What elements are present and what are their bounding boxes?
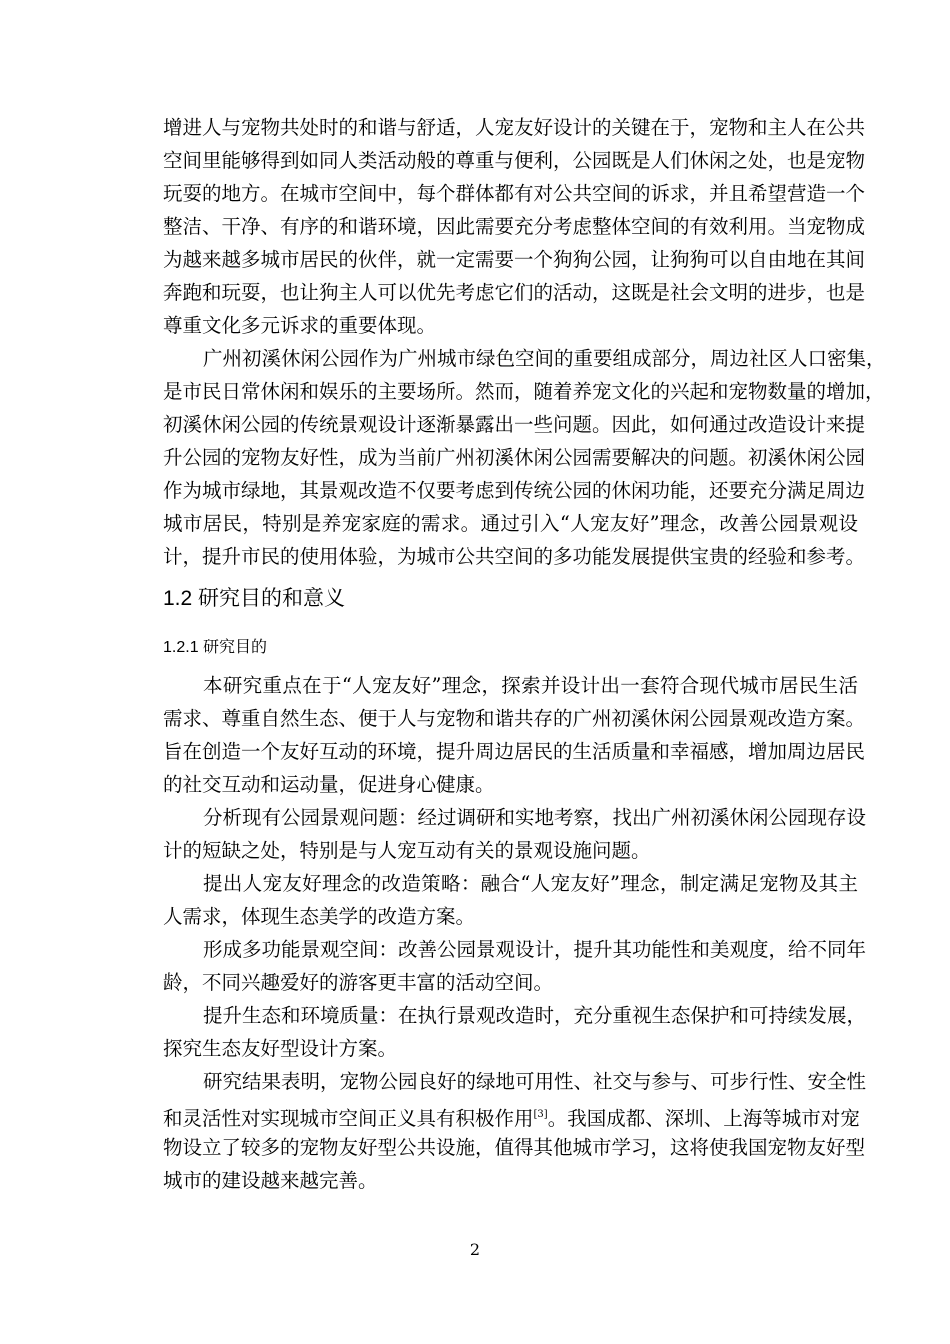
line-text: 研究结果表明，宠物公园良好的绿地可用性、社交与参与、可步行性、安全性 <box>203 1070 867 1093</box>
line-text: 作为城市绿地，其景观改造不仅要考虑到传统公园的休闲功能，还要充分满足周边 <box>163 479 866 502</box>
text-line <box>163 834 858 867</box>
paragraph <box>163 1065 867 1197</box>
text-line <box>163 507 858 540</box>
text-line <box>163 867 858 900</box>
text-line <box>163 243 866 276</box>
line-text: 是市民日常休闲和娱乐的主要场所。然而，随着养宠文化的兴起和宠物数量的增加， <box>163 380 885 403</box>
text-line <box>163 801 867 834</box>
page-number: 2 <box>469 1240 481 1259</box>
text-line <box>163 144 866 177</box>
line-text: 广州初溪休闲公园作为广州城市绿色空间的重要组成部分，周边社区人口密集， <box>203 347 886 370</box>
line-text: 奔跑和玩耍，也让狗主人可以优先考虑它们的活动，这既是社会文明的进步，也是 <box>163 281 866 304</box>
text-line <box>163 177 866 210</box>
line-text: 升公园的宠物友好性，成为当前广州初溪休闲公园需要解决的问题。初溪休闲公园 <box>163 446 866 469</box>
paragraph <box>163 111 866 342</box>
line-text: 旨在创造一个友好互动的环境，提升周边居民的生活质量和幸福感，增加周边居民 <box>163 740 866 763</box>
line-text: 提出人宠友好理念的改造策略：融合“人宠友好”理念，制定满足宠物及其主 <box>203 872 858 895</box>
paragraph <box>163 867 858 933</box>
intro-section <box>163 111 886 573</box>
text-line <box>163 669 858 702</box>
text-line <box>163 999 867 1032</box>
text-line <box>163 111 866 144</box>
text-line <box>163 966 858 999</box>
line-text: 需求、尊重自然生态、便于人与宠物和谐共存的广州初溪休闲公园景观改造方案。 <box>163 707 866 730</box>
text-line <box>163 1032 858 1065</box>
line-text: 玩耍的地方。在城市空间中，每个群体都有对公共空间的诉求，并且希望营造一个 <box>163 182 866 205</box>
paragraph <box>163 999 867 1065</box>
citation-reference[interactable]: [3] <box>533 1109 548 1120</box>
line-text: 城市居民，特别是养宠家庭的需求。通过引入“人宠友好”理念，改善公园景观设 <box>163 512 858 535</box>
text-line <box>163 900 858 933</box>
line-text: 提升生态和环境质量：在执行景观改造时，充分重视生态保护和可持续发展， <box>203 1004 867 1027</box>
line-text: 人需求，体现生态美学的改造方案。 <box>163 905 476 928</box>
line-text: 增进人与宠物共处时的和谐与舒适，人宠友好设计的关键在于，宠物和主人在公共 <box>163 116 866 139</box>
text-line <box>163 342 886 375</box>
purpose-section <box>163 669 867 1197</box>
text-line <box>163 735 866 768</box>
line-text: 尊重文化多元诉求的重要体现。 <box>163 314 437 337</box>
line-text: 初溪休闲公园的传统景观设计逐渐暴露出一些问题。因此，如何通过改造设计来提 <box>163 413 866 436</box>
line-text: 为越来越多城市居民的伙伴，就一定需要一个狗狗公园，让狗狗可以自由地在其间 <box>163 248 866 271</box>
text-line <box>163 441 866 474</box>
text-line <box>163 702 866 735</box>
text-line <box>163 1131 866 1164</box>
line-text: 和灵活性对实现城市空间正义具有积极作用 <box>163 1107 534 1130</box>
text-line <box>163 210 866 243</box>
line-text: 的社交互动和运动量，促进身心健康。 <box>163 773 495 796</box>
text-line <box>163 540 866 573</box>
text-line <box>163 1098 858 1131</box>
text-line <box>163 768 858 801</box>
paragraph <box>163 933 867 999</box>
paragraph <box>163 801 867 867</box>
text-line <box>163 276 866 309</box>
line-text: 探究生态友好型设计方案。 <box>163 1037 398 1060</box>
text-line <box>163 474 866 507</box>
line-text: 形成多功能景观空间：改善公园景观设计，提升其功能性和美观度，给不同年 <box>203 938 867 961</box>
line-text: 计，提升市民的使用体验，为城市公共空间的多功能发展提供宝贵的经验和参考。 <box>163 545 866 568</box>
text-line <box>163 1065 867 1098</box>
text-line <box>163 1164 858 1197</box>
line-text: 空间里能够得到如同人类活动般的尊重与便利，公园既是人们休闲之处，也是宠物 <box>163 149 866 172</box>
line-text: 物设立了较多的宠物友好型公共设施，值得其他城市学习，这将使我国宠物友好型 <box>163 1136 866 1159</box>
line-text: 。我国成都、深圳、上海等城市对宠 <box>547 1107 860 1130</box>
text-line <box>163 375 885 408</box>
paragraph <box>163 342 886 573</box>
text-line <box>163 408 866 441</box>
text-line <box>163 309 858 342</box>
subsection-heading: 1.2.1 研究目的 <box>163 639 268 656</box>
line-text: 计的短缺之处，特别是与人宠互动有关的景观设施问题。 <box>163 839 651 862</box>
line-text: 本研究重点在于“人宠友好”理念，探索并设计出一套符合现代城市居民生活 <box>203 674 858 697</box>
section-heading: 1.2 研究目的和意义 <box>163 587 346 610</box>
line-text: 分析现有公园景观问题：经过调研和实地考察，找出广州初溪休闲公园现存设 <box>203 806 867 829</box>
line-text: 龄，不同兴趣爱好的游客更丰富的活动空间。 <box>163 971 554 994</box>
text-line <box>163 933 867 966</box>
line-text: 城市的建设越来越完善。 <box>163 1169 378 1192</box>
paragraph <box>163 669 866 801</box>
line-text: 整洁、干净、有序的和谐环境，因此需要充分考虑整体空间的有效利用。当宠物成 <box>163 215 866 238</box>
